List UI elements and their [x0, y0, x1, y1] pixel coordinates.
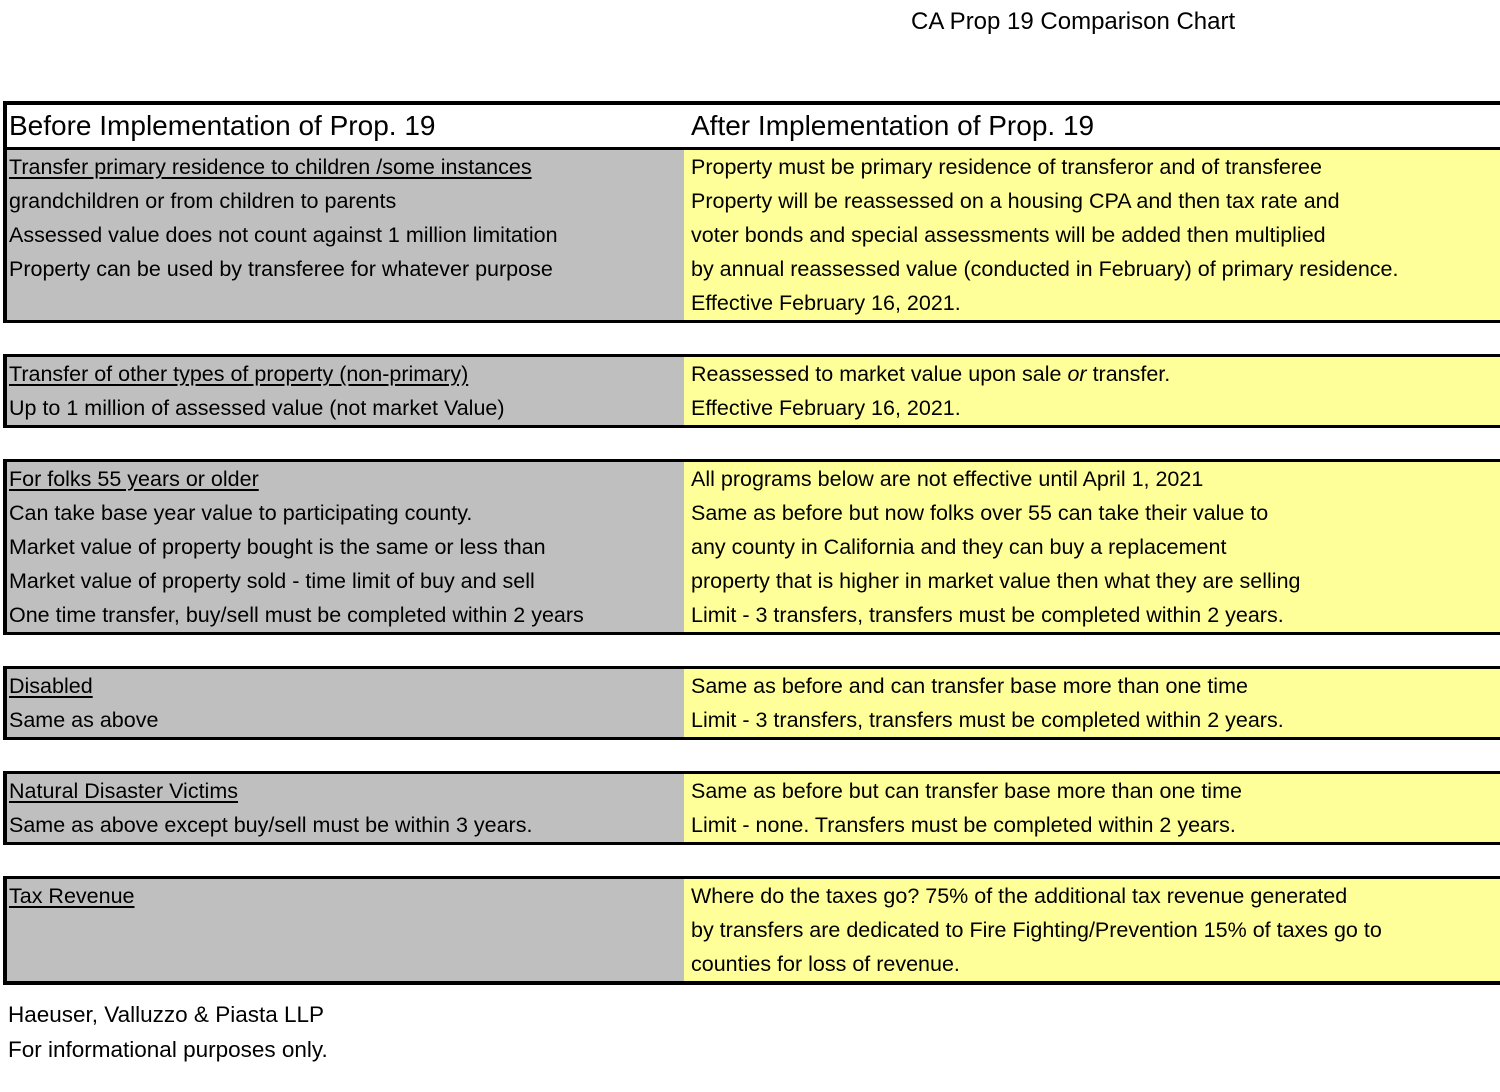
section-title: Disabled [9, 674, 93, 698]
after-line: Same as before but now folks over 55 can take their value to [691, 501, 1269, 525]
section-title: Transfer primary residence to children /some instances [9, 155, 532, 179]
row-divider [3, 425, 1500, 462]
after-line: by annual reassessed value (conducted in February) of primary residence. [691, 257, 1399, 281]
section-tax-revenue [3, 879, 1500, 985]
before-cell [7, 150, 684, 320]
after-line: Limit - none. Transfers must be completed within 2 years. [691, 813, 1236, 837]
section-primary-residence [3, 150, 1500, 320]
after-line: Property must be primary residence of transferor and of transferee [691, 155, 1322, 179]
page-title: CA Prop 19 Comparison Chart [911, 8, 1236, 35]
before-line: grandchildren or from children to parents [9, 189, 397, 213]
before-cell [7, 879, 684, 981]
before-line: Market value of property sold - time limit of buy and sell [9, 569, 535, 593]
after-line: Limit - 3 transfers, transfers must be completed within 2 years. [691, 708, 1284, 732]
section-title: Transfer of other types of property (non-primary) [9, 362, 469, 386]
header-before: Before Implementation of Prop. 19 [9, 110, 436, 141]
after-line: Reassessed to market value upon sale or transfer. [691, 362, 1171, 386]
before-line: Assessed value does not count against 1 million limitation [9, 223, 558, 247]
after-line: Property will be reassessed on a housing CPA and then tax rate and [691, 189, 1340, 213]
after-line: voter bonds and special assessments will be added then multiplied [691, 223, 1326, 247]
section-title: For folks 55 years or older [9, 467, 259, 491]
firm-name: Haeuser, Valluzzo & Piasta LLP [8, 1002, 325, 1027]
after-line: Where do the taxes go? 75% of the additional tax revenue generated [691, 884, 1348, 908]
after-line: Same as before and can transfer base more than one time [691, 674, 1248, 698]
before-cell [7, 774, 684, 842]
before-cell [7, 462, 684, 632]
section-disabled [3, 669, 1500, 737]
row-divider [3, 842, 1500, 879]
after-line: Effective February 16, 2021. [691, 396, 961, 420]
section-title: Natural Disaster Victims [9, 779, 238, 803]
after-line: property that is higher in market value then what they are selling [691, 569, 1301, 593]
section-title: Tax Revenue [9, 884, 135, 908]
before-line: Up to 1 million of assessed value (not market Value) [9, 396, 505, 420]
footer [8, 997, 328, 1067]
row-divider [3, 320, 1500, 357]
section-other-property [3, 357, 1500, 425]
before-cell [7, 669, 684, 737]
after-cell [684, 357, 1500, 425]
after-cell [684, 462, 1500, 632]
after-line: any county in California and they can buy a replacement [691, 535, 1227, 559]
before-cell [7, 357, 684, 425]
before-line: Same as above except buy/sell must be within 3 years. [9, 813, 533, 837]
after-cell [684, 774, 1500, 842]
after-line: Effective February 16, 2021. [691, 291, 961, 315]
after-line: by transfers are dedicated to Fire Fighting/Prevention 15% of taxes go to [691, 918, 1382, 942]
after-cell [684, 879, 1500, 981]
before-line: Can take base year value to participating county. [9, 501, 473, 525]
after-cell [684, 150, 1500, 320]
before-line: Same as above [9, 708, 159, 732]
after-line: Same as before but can transfer base more than one time [691, 779, 1242, 803]
before-line: Market value of property bought is the same or less than [9, 535, 546, 559]
comparison-table [3, 101, 1500, 985]
before-line: Property can be used by transferee for whatever purpose [9, 257, 553, 281]
section-natural-disaster [3, 774, 1500, 842]
row-divider [3, 632, 1500, 669]
disclaimer: For informational purposes only. [8, 1037, 328, 1062]
table-header-row [3, 105, 1500, 150]
row-divider [3, 737, 1500, 774]
before-line: One time transfer, buy/sell must be completed within 2 years [9, 603, 584, 627]
after-line: Limit - 3 transfers, transfers must be completed within 2 years. [691, 603, 1284, 627]
section-55-or-older [3, 462, 1500, 632]
header-after: After Implementation of Prop. 19 [691, 110, 1095, 141]
after-line: All programs below are not effective until April 1, 2021 [691, 467, 1204, 491]
after-line: counties for loss of revenue. [691, 952, 960, 976]
after-cell [684, 669, 1500, 737]
